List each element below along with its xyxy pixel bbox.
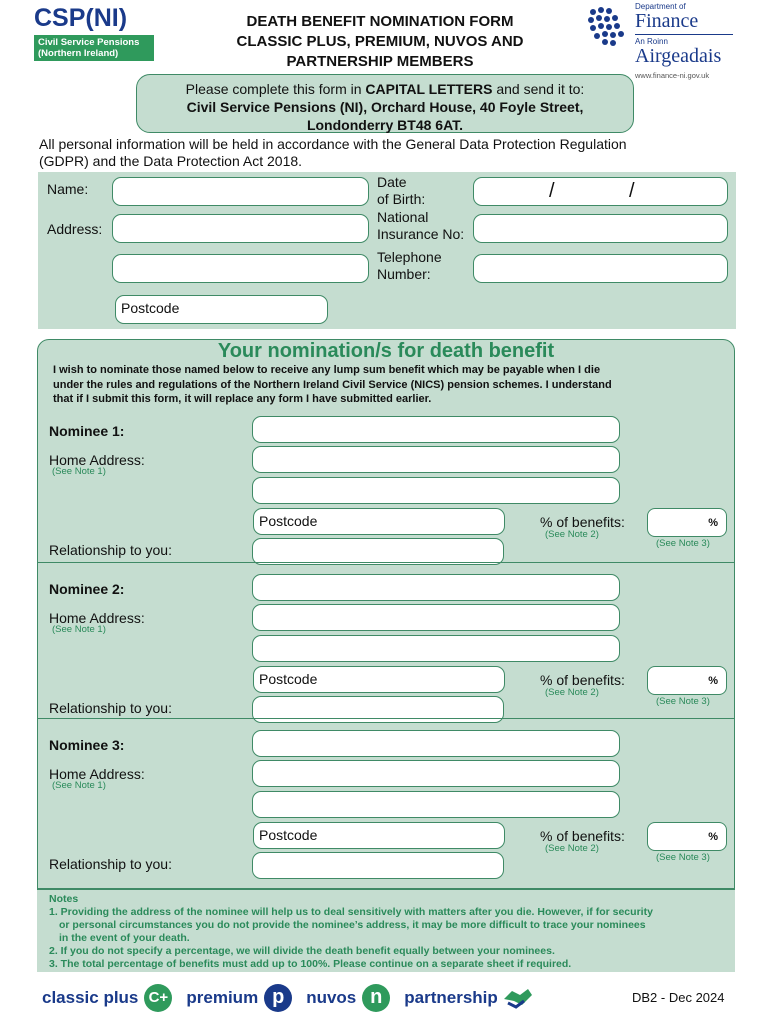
instr-pre: Please complete this form in: [185, 81, 366, 97]
dob-label: Date of Birth:: [377, 174, 426, 207]
see-note-1: (See Note 1): [52, 624, 106, 635]
nominee-divider: [38, 562, 734, 563]
nominee-postcode-field[interactable]: [253, 822, 505, 849]
instr-post: and send it to:: [492, 81, 585, 97]
see-note-2: (See Note 2): [545, 687, 599, 698]
home-address-label: Home Address:: [49, 610, 145, 626]
dept-big: Finance: [635, 10, 699, 32]
nominee-name-field[interactable]: [252, 730, 620, 757]
title-line3: PARTNERSHIP MEMBERS: [286, 53, 474, 70]
see-note-1: (See Note 1): [52, 466, 106, 477]
address-field-2[interactable]: [112, 254, 369, 283]
percent-sign: %: [708, 675, 718, 687]
ni-label: National Insurance No:: [377, 209, 465, 242]
premium-text: premium: [186, 988, 259, 1007]
instr-bold: CAPITAL LETTERS: [365, 81, 493, 97]
ni-field[interactable]: [473, 214, 728, 243]
see-note-2: (See Note 2): [545, 843, 599, 854]
see-note-3: (See Note 3): [656, 696, 710, 707]
name-label: Name:: [47, 181, 89, 197]
see-note-3: (See Note 3): [656, 852, 710, 863]
relationship-label: Relationship to you:: [49, 700, 172, 716]
note-2: 2. If you do not specify a percentage, we will divide the death benefit equally between your nominees.: [49, 945, 555, 957]
name-field[interactable]: [112, 177, 369, 206]
dof-logo-icon: [585, 4, 631, 48]
instr-line3: Londonderry BT48 6AT.: [306, 117, 464, 133]
member-postcode-field[interactable]: [115, 295, 328, 324]
nominee-divider: [38, 718, 734, 719]
instr-line2: Civil Service Pensions (NI), Orchard House, 40 Foyle Street,: [186, 99, 584, 115]
logo-sub1: Civil Service Pensions: [38, 37, 140, 48]
benefits-percent-field[interactable]: [647, 822, 727, 851]
benefits-percent-field[interactable]: [647, 666, 727, 695]
logo-sub2: (Northern Ireland): [38, 48, 119, 59]
note-3: 3. The total percentage of benefits must add up to 100%. Please continue on a separate sheet if required.: [49, 958, 572, 970]
dof-text: [635, 2, 745, 80]
address-field-1[interactable]: [112, 214, 369, 243]
benefits-label: % of benefits:: [540, 514, 625, 530]
nominee-label: Nominee 1:: [49, 423, 125, 439]
nominee-postcode-field[interactable]: [253, 508, 505, 535]
instructions-box: [136, 74, 634, 133]
handshake-icon: [502, 985, 534, 1011]
csp-logo: [34, 5, 154, 69]
form-ref: DB2 - Dec 2024: [632, 990, 725, 1005]
classic-plus-icon: C+: [144, 984, 172, 1012]
dob-field[interactable]: [473, 177, 728, 206]
note-1b: or personal circumstances you do not provide the nominee’s address, it may be more difficult to trace your nominees: [59, 919, 646, 931]
nominee-address-field-1[interactable]: [252, 760, 620, 787]
gdpr-line2: (GDPR) and the Data Protection Act 2018.: [39, 153, 303, 169]
nominee-postcode-field[interactable]: [253, 666, 505, 693]
relationship-field[interactable]: [252, 852, 504, 879]
nuvos-icon: n: [362, 984, 390, 1012]
nuvos-text: nuvos: [306, 988, 357, 1007]
nominee-address-field-1[interactable]: [252, 604, 620, 631]
premium-icon: p: [264, 984, 292, 1012]
website: www.finance-ni.gov.uk: [635, 71, 710, 80]
dob-sep-1: /: [549, 180, 555, 202]
percent-sign: %: [708, 831, 718, 843]
notes-section: [37, 889, 735, 972]
roinn-big: Airgeadais: [635, 45, 722, 67]
tel-label: Telephone Number:: [377, 249, 442, 282]
relationship-label: Relationship to you:: [49, 856, 172, 872]
nominee-label: Nominee 2:: [49, 581, 125, 597]
dob-sep-2: /: [629, 180, 635, 202]
address-label: Address:: [47, 221, 103, 237]
logo-text: CSP(NI): [34, 4, 128, 32]
roinn-small: An Roinn: [635, 37, 668, 46]
form-title: [190, 12, 570, 72]
see-note-2: (See Note 2): [545, 529, 599, 540]
postcode-placeholder: Postcode: [121, 300, 180, 316]
nominee-label: Nominee 3:: [49, 737, 125, 753]
home-address-label: Home Address:: [49, 766, 145, 782]
title-line2: CLASSIC PLUS, PREMIUM, NUVOS AND: [236, 33, 524, 50]
footer-schemes: [42, 983, 534, 1013]
nominee-name-field[interactable]: [252, 416, 620, 443]
postcode-placeholder: Postcode: [259, 827, 318, 843]
relationship-label: Relationship to you:: [49, 542, 172, 558]
dept-small: Department of: [635, 2, 686, 11]
partnership-text: partnership: [404, 988, 498, 1007]
nominee-address-field-2[interactable]: [252, 635, 620, 662]
member-section: [38, 172, 736, 329]
classic-plus-text: classic plus: [42, 988, 139, 1007]
benefits-label: % of benefits:: [540, 828, 625, 844]
relationship-field[interactable]: [252, 538, 504, 565]
benefits-label: % of benefits:: [540, 672, 625, 688]
tel-field[interactable]: [473, 254, 728, 283]
see-note-1: (See Note 1): [52, 780, 106, 791]
gdpr-line1: All personal information will be held in accordance with the General Data Protection Regulation: [39, 136, 627, 152]
percent-sign: %: [708, 517, 718, 529]
note-1a: 1. Providing the address of the nominee will help us to deal sensitively with matters after you die. However, if for security: [49, 906, 653, 918]
nomination-intro: I wish to nominate those named below to receive any lump sum benefit which may be payable when I die under the rules and regulations of the Northern Ireland Civil Service (NICS) pension schemes. I understand that if I submit this form, it will replace any form I have submitted earlier.: [53, 364, 612, 405]
postcode-placeholder: Postcode: [259, 513, 318, 529]
benefits-percent-field[interactable]: [647, 508, 727, 537]
postcode-placeholder: Postcode: [259, 671, 318, 687]
see-note-3: (See Note 3): [656, 538, 710, 549]
home-address-label: Home Address:: [49, 452, 145, 468]
nominee-address-field-1[interactable]: [252, 446, 620, 473]
title-line1: DEATH BENEFIT NOMINATION FORM: [246, 13, 514, 30]
nomination-heading: Your nomination/s for death benefit: [217, 340, 555, 362]
nominee-name-field[interactable]: [252, 574, 620, 601]
nominee-address-field-2[interactable]: [252, 477, 620, 504]
note-1c: in the event of your death.: [59, 932, 190, 944]
gdpr-text: [39, 136, 739, 170]
notes-heading: Notes: [49, 893, 79, 905]
nominee-address-field-2[interactable]: [252, 791, 620, 818]
